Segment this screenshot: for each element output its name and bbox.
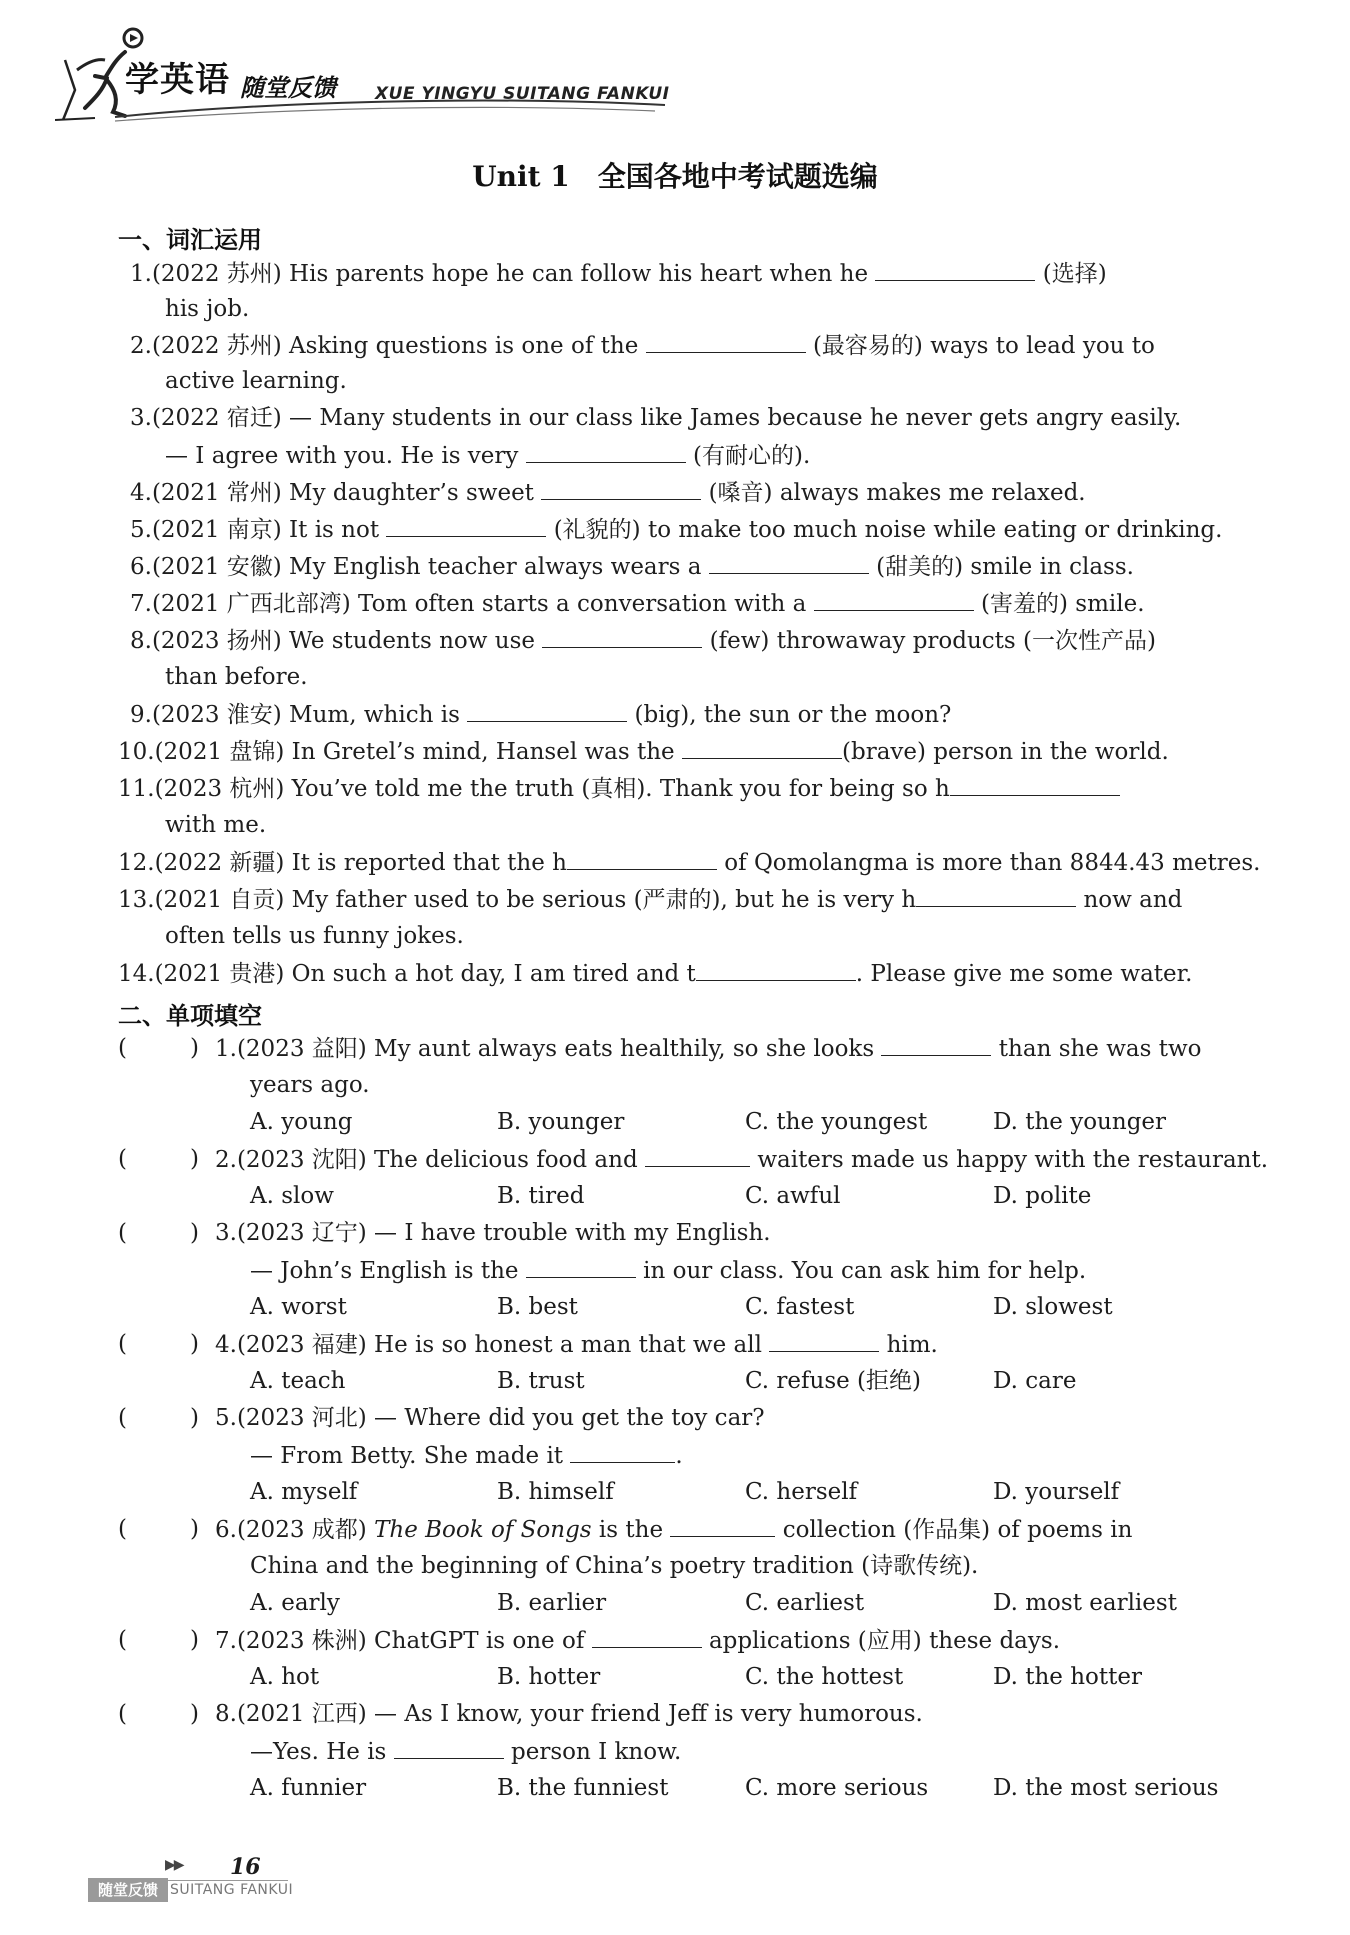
answer-paren-close: ): [190, 1035, 199, 1061]
item-text: (有耐心的).: [693, 443, 811, 469]
list-item-cont: [250, 1255, 1086, 1286]
answer-paren-close: ): [190, 1220, 199, 1246]
item-text: (few) throwaway products (一次性产品): [709, 628, 1156, 654]
item-text: (2021 盘锦) In Gretel’s mind, Hansel was the: [154, 739, 675, 765]
item-text: (2022 苏州) His parents hope he can follow his heart when he: [151, 261, 869, 287]
list-item: [215, 1625, 1060, 1656]
answer-paren-open[interactable]: (: [118, 1516, 127, 1542]
option-b[interactable]: B. hotter: [497, 1664, 601, 1690]
list-item: [215, 1033, 1202, 1064]
item-text: (2021 南京) It is not: [151, 517, 380, 543]
item-number: 4.: [130, 480, 152, 506]
item-number: 14.: [118, 961, 155, 987]
list-item-cont: than before.: [165, 664, 308, 690]
item-text: waiters made us happy with the restaurant.: [757, 1147, 1269, 1173]
option-b[interactable]: B. younger: [497, 1109, 625, 1135]
option-d[interactable]: D. slowest: [993, 1294, 1113, 1320]
item-text: (最容易的) ways to lead you to: [812, 333, 1155, 359]
list-item-cont: often tells us funny jokes.: [165, 923, 464, 949]
item-text: (2022 宿迁) — Many students in our class like James because he never gets angry easily.: [151, 405, 1182, 431]
answer-paren-open[interactable]: (: [118, 1146, 127, 1172]
footer-arrow-icon: ▶▶: [165, 1857, 183, 1873]
page-title: Unit 1 全国各地中考试题选编: [472, 160, 878, 193]
item-text: him.: [886, 1332, 938, 1358]
answer-blank[interactable]: [682, 736, 842, 759]
list-item: [130, 588, 1145, 619]
list-item-cont: years ago.: [250, 1072, 370, 1098]
option-d[interactable]: D. polite: [993, 1183, 1092, 1209]
item-number: 6.: [215, 1517, 237, 1543]
list-item-cont: with me.: [165, 812, 267, 838]
list-item: [130, 258, 1107, 289]
item-number: 2.: [215, 1147, 237, 1173]
answer-blank[interactable]: [881, 1033, 991, 1056]
answer-blank[interactable]: [646, 330, 806, 353]
option-a[interactable]: A. funnier: [250, 1775, 367, 1801]
option-a[interactable]: A. worst: [250, 1294, 347, 1320]
answer-paren-close: ): [190, 1701, 199, 1727]
item-number: 8.: [215, 1701, 237, 1727]
option-c[interactable]: C. awful: [745, 1183, 841, 1209]
item-text: — I agree with you. He is very: [165, 443, 519, 469]
answer-blank[interactable]: [567, 847, 717, 870]
item-text: (brave) person in the world.: [842, 739, 1169, 765]
option-b[interactable]: B. himself: [497, 1479, 614, 1505]
item-number: 2.: [130, 333, 152, 359]
item-text: (2021 常州) My daughter’s sweet: [151, 480, 534, 506]
header-subtitle-en: XUE YINGYU SUITANG FANKUI: [375, 84, 670, 104]
item-text: (2023 成都): [236, 1517, 367, 1543]
item-text: —Yes. He is: [250, 1739, 387, 1765]
item-text: (2023 河北) — Where did you get the toy car?: [236, 1405, 765, 1431]
header-title-cn: 学英语: [125, 60, 230, 100]
item-text: (2021 自贡) My father used to be serious (严肃的), but he is very h: [154, 887, 917, 913]
item-text: (2023 福建) He is so honest a man that we all: [236, 1332, 762, 1358]
item-text: of Qomolangma is more than 8844.43 metres.: [724, 850, 1261, 876]
list-item-cont: [165, 440, 810, 471]
item-number: 6.: [130, 554, 152, 580]
item-text: — John’s English is the: [250, 1258, 519, 1284]
item-text: (2023 杭州) You’ve told me the truth (真相). Thank you for being so h: [154, 776, 950, 802]
item-text: (2023 淮安) Mum, which is: [151, 702, 460, 728]
answer-blank[interactable]: [467, 699, 627, 722]
list-item-cont: [250, 1440, 683, 1471]
section-title-choice: 二、单项填空: [118, 1002, 262, 1030]
section-title-vocab: 一、词汇运用: [118, 226, 262, 254]
option-d[interactable]: D. yourself: [993, 1479, 1120, 1505]
answer-blank[interactable]: [814, 588, 974, 611]
list-item: [215, 1218, 771, 1248]
item-number: 1.: [130, 261, 152, 287]
item-text: (甜美的) smile in class.: [876, 554, 1134, 580]
answer-blank[interactable]: [645, 1144, 750, 1167]
list-item: [130, 699, 951, 730]
item-number: 3.: [130, 405, 152, 431]
option-c[interactable]: C. refuse (拒绝): [745, 1368, 922, 1394]
answer-blank[interactable]: [592, 1625, 702, 1648]
list-item-cont: active learning.: [165, 368, 347, 394]
item-text: (2021 江西) — As I know, your friend Jeff is very humorous.: [236, 1701, 923, 1727]
item-number: 12.: [118, 850, 155, 876]
page-number: 16: [230, 1854, 261, 1880]
list-item-cont: his job.: [165, 296, 250, 322]
answer-paren-close: ): [190, 1331, 199, 1357]
answer-blank[interactable]: [670, 1514, 775, 1537]
item-text: (big), the sun or the moon?: [634, 702, 952, 728]
option-a[interactable]: A. early: [250, 1590, 340, 1616]
item-number: 7.: [215, 1628, 237, 1654]
answer-paren-open[interactable]: (: [118, 1701, 127, 1727]
list-item: [215, 1699, 923, 1729]
item-number: 8.: [130, 628, 152, 654]
list-item: [215, 1514, 1132, 1545]
item-number: 7.: [130, 591, 152, 617]
item-number: 13.: [118, 887, 155, 913]
header-banner: [55, 20, 675, 130]
option-a[interactable]: A. myself: [250, 1479, 358, 1505]
list-item: [130, 330, 1155, 361]
item-text: . Please give me some water.: [855, 961, 1193, 987]
item-text: applications (应用) these days.: [708, 1628, 1060, 1654]
answer-blank[interactable]: [875, 258, 1035, 281]
list-item: [130, 551, 1134, 582]
answer-blank[interactable]: [394, 1736, 504, 1759]
item-number: 5.: [215, 1405, 237, 1431]
list-item-cont: China and the beginning of China’s poetry tradition (诗歌传统).: [250, 1553, 979, 1579]
list-item: [130, 625, 1156, 656]
item-number: 10.: [118, 739, 155, 765]
option-c[interactable]: C. herself: [745, 1479, 858, 1505]
answer-paren-close: ): [190, 1516, 199, 1542]
answer-paren-open[interactable]: (: [118, 1405, 127, 1431]
item-text: collection (作品集) of poems in: [782, 1517, 1133, 1543]
item-text: (2021 安徽) My English teacher always wears a: [151, 554, 702, 580]
option-a[interactable]: A. young: [250, 1109, 353, 1135]
item-text: (2021 广西北部湾) Tom often starts a conversation with a: [151, 591, 807, 617]
item-text: (2023 扬州) We students now use: [151, 628, 535, 654]
list-item-cont: [250, 1736, 681, 1767]
item-text: (2021 贵港) On such a hot day, I am tired and t: [154, 961, 696, 987]
item-text: (2022 苏州) Asking questions is one of the: [151, 333, 639, 359]
item-text: (害羞的) smile.: [981, 591, 1145, 617]
item-number: 1.: [215, 1036, 237, 1062]
answer-paren-close: ): [190, 1146, 199, 1172]
item-text: (选择): [1042, 261, 1107, 287]
option-b[interactable]: B. trust: [497, 1368, 585, 1394]
answer-blank[interactable]: [541, 477, 701, 500]
option-d[interactable]: D. the most serious: [993, 1775, 1219, 1801]
list-item: [118, 736, 1169, 767]
answer-blank[interactable]: [696, 958, 856, 981]
list-item: [215, 1403, 765, 1433]
item-text: (礼貌的) to make too much noise while eating or drinking.: [553, 517, 1223, 543]
list-item: [118, 847, 1261, 878]
list-item: [130, 477, 1086, 508]
list-item: [118, 958, 1192, 989]
item-text: is the: [598, 1517, 664, 1543]
item-text: (2023 辽宁) — I have trouble with my English.: [236, 1220, 771, 1246]
list-item: [215, 1329, 938, 1360]
item-text: .: [675, 1443, 683, 1469]
footer-label-box: 随堂反馈: [88, 1878, 168, 1902]
item-text: in our class. You can ask him for help.: [643, 1258, 1087, 1284]
footer-label-en: SUITANG FANKUI: [170, 1882, 294, 1898]
item-number: 11.: [118, 776, 155, 802]
item-number: 4.: [215, 1332, 237, 1358]
option-b[interactable]: B. earlier: [497, 1590, 607, 1616]
list-item: [215, 1144, 1268, 1175]
option-a[interactable]: A. teach: [250, 1368, 346, 1394]
answer-paren-open[interactable]: (: [118, 1627, 127, 1653]
option-c[interactable]: C. the hottest: [745, 1664, 904, 1690]
answer-blank[interactable]: [526, 1255, 636, 1278]
item-text: person I know.: [511, 1739, 682, 1765]
item-text: — From Betty. She made it: [250, 1443, 564, 1469]
answer-blank[interactable]: [950, 773, 1120, 796]
item-text: (嗓音) always makes me relaxed.: [708, 480, 1086, 506]
answer-blank[interactable]: [542, 625, 702, 648]
option-c[interactable]: C. more serious: [745, 1775, 929, 1801]
answer-blank[interactable]: [526, 440, 686, 463]
answer-blank[interactable]: [386, 514, 546, 537]
item-text: (2023 沈阳) The delicious food and: [236, 1147, 638, 1173]
option-d[interactable]: D. the younger: [993, 1109, 1167, 1135]
list-item: [118, 773, 1120, 804]
option-c[interactable]: C. fastest: [745, 1294, 855, 1320]
list-item: [130, 403, 1181, 433]
item-text: now and: [1083, 887, 1183, 913]
answer-paren-open[interactable]: (: [118, 1220, 127, 1246]
option-b[interactable]: B. best: [497, 1294, 578, 1320]
option-c[interactable]: C. earliest: [745, 1590, 865, 1616]
option-d[interactable]: D. the hotter: [993, 1664, 1142, 1690]
option-d[interactable]: D. most earliest: [993, 1590, 1177, 1616]
option-d[interactable]: D. care: [993, 1368, 1077, 1394]
option-b[interactable]: B. the funniest: [497, 1775, 669, 1801]
answer-blank[interactable]: [570, 1440, 675, 1463]
answer-paren-open[interactable]: (: [118, 1331, 127, 1357]
answer-paren-close: ): [190, 1627, 199, 1653]
answer-blank[interactable]: [709, 551, 869, 574]
list-item: [130, 514, 1222, 545]
item-text: than she was two: [998, 1036, 1202, 1062]
book-title: The Book of Songs: [374, 1517, 592, 1543]
header-subtitle-cn: 随堂反馈: [240, 74, 336, 102]
footer-divider: [168, 1880, 288, 1881]
option-b[interactable]: B. tired: [497, 1183, 585, 1209]
answer-paren-open[interactable]: (: [118, 1035, 127, 1061]
answer-paren-close: ): [190, 1405, 199, 1431]
item-text: (2023 株洲) ChatGPT is one of: [236, 1628, 585, 1654]
item-number: 5.: [130, 517, 152, 543]
option-a[interactable]: A. slow: [250, 1183, 334, 1209]
option-c[interactable]: C. the youngest: [745, 1109, 928, 1135]
option-a[interactable]: A. hot: [250, 1664, 320, 1690]
item-text: (2022 新疆) It is reported that the h: [154, 850, 567, 876]
item-text: (2023 益阳) My aunt always eats healthily, so she looks: [236, 1036, 875, 1062]
item-number: 9.: [130, 702, 152, 728]
answer-blank[interactable]: [916, 884, 1076, 907]
answer-blank[interactable]: [769, 1329, 879, 1352]
item-number: 3.: [215, 1220, 237, 1246]
list-item: [118, 884, 1182, 915]
